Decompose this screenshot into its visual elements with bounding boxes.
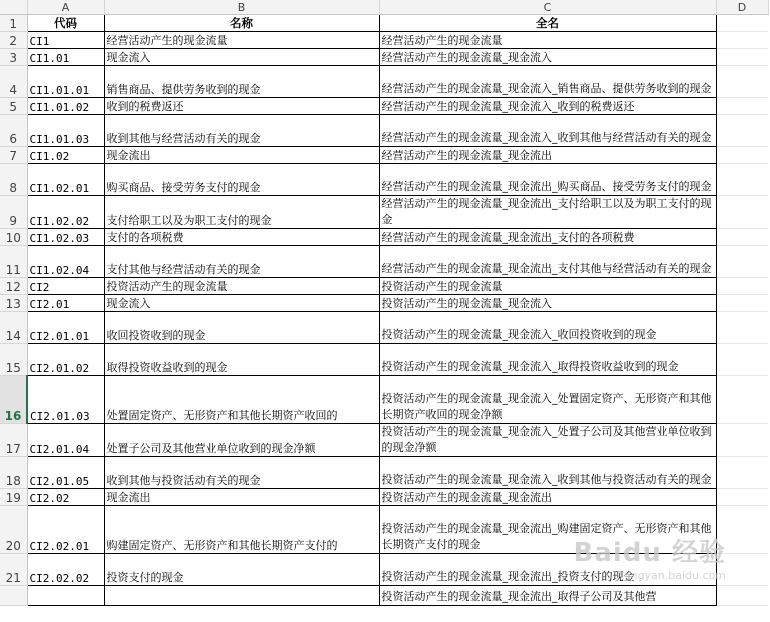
cell-code[interactable]: CI1.02.04 [27, 246, 104, 278]
cell-d[interactable] [716, 424, 768, 457]
cell-code[interactable]: CI1.02.01 [27, 164, 104, 196]
watermark-text: Baidu 经验 [573, 538, 726, 568]
cell-d[interactable] [716, 164, 768, 196]
cell-fullname[interactable]: 投资活动产生的现金流量_现金流入_处置固定资产、无形资产和其他长期资产收回的现金净额 [379, 376, 716, 424]
cell-d[interactable] [716, 15, 768, 32]
row-header[interactable]: 21 [0, 554, 27, 586]
cell-fullname[interactable]: 经营活动产生的现金流量_现金流入_销售商品、提供劳务收到的现金 [379, 66, 716, 98]
row-header[interactable]: 8 [0, 164, 27, 196]
cell-code[interactable]: CI2.02 [27, 489, 104, 506]
cell-d[interactable] [716, 49, 768, 66]
cell-fullname[interactable]: 投资活动产生的现金流量_现金流出_购建固定资产、无形资产和其他长期资产支付的现金 [379, 506, 716, 554]
cell-d[interactable] [716, 196, 768, 229]
cell-name[interactable]: 现金流出 [104, 147, 379, 164]
cell-code[interactable]: CI2.01.03 [27, 376, 104, 424]
cell-name[interactable]: 收到其他与投资活动有关的现金 [104, 457, 379, 489]
cell-name[interactable]: 现金流入 [104, 295, 379, 312]
cell-code[interactable]: CI1.01.02 [27, 98, 104, 115]
cell-code[interactable]: CI2.02.02 [27, 554, 104, 586]
table-row [0, 66, 768, 98]
row-header[interactable]: 7 [0, 147, 27, 164]
row-header[interactable]: 1 [0, 15, 27, 32]
column-header-d[interactable]: D [716, 0, 768, 15]
header-name[interactable]: 名称 [104, 15, 379, 32]
baidu-watermark-logo [574, 532, 726, 582]
table-row [0, 98, 768, 115]
cell-code[interactable]: CI2.01.05 [27, 457, 104, 489]
table-row [0, 344, 768, 376]
cell-fullname[interactable]: 经营活动产生的现金流量 [379, 32, 716, 49]
table-row [0, 115, 768, 147]
row-header[interactable]: 3 [0, 49, 27, 66]
cell-d[interactable] [716, 98, 768, 115]
cell-name[interactable]: 购建固定资产、无形资产和其他长期资产支付的 [104, 506, 379, 554]
cell-name[interactable]: 现金流出 [104, 489, 379, 506]
cell-code[interactable]: CI2.01.02 [27, 344, 104, 376]
cell-name[interactable] [104, 586, 379, 606]
cell-d[interactable] [716, 489, 768, 506]
cell-code[interactable]: CI2 [27, 278, 104, 295]
table-row [0, 246, 768, 278]
row-header[interactable]: 6 [0, 115, 27, 147]
cell-code[interactable]: CI1.02.03 [27, 229, 104, 246]
row-header[interactable]: 13 [0, 295, 27, 312]
cell-fullname[interactable]: 经营活动产生的现金流量_现金流入_收到的税费返还 [379, 98, 716, 115]
table-row [0, 164, 768, 196]
cell-name[interactable]: 销售商品、提供劳务收到的现金 [104, 66, 379, 98]
cell-code[interactable]: CI1.02.02 [27, 196, 104, 229]
row-header[interactable]: 18 [0, 457, 27, 489]
row-header[interactable]: 10 [0, 229, 27, 246]
row-header[interactable]: 17 [0, 424, 27, 457]
cell-name[interactable]: 投资支付的现金 [104, 554, 379, 586]
cell-d[interactable] [716, 246, 768, 278]
row-header[interactable]: 4 [0, 66, 27, 98]
cell-name[interactable]: 收回投资收到的现金 [104, 312, 379, 344]
table-row [0, 489, 768, 506]
cell-fullname[interactable]: 经营活动产生的现金流量_现金流入 [379, 49, 716, 66]
column-header-a[interactable]: A [27, 0, 104, 15]
cell-d[interactable] [716, 278, 768, 295]
cell-code[interactable]: CI2.02.01 [27, 506, 104, 554]
row-header[interactable]: 16 [0, 376, 27, 424]
row-header[interactable]: 19 [0, 489, 27, 506]
cell-name[interactable]: 支付的各项税费 [104, 229, 379, 246]
cell-name[interactable]: 现金流入 [104, 49, 379, 66]
table-row [0, 229, 768, 246]
cell-fullname[interactable]: 经营活动产生的现金流量_现金流出_支付的各项税费 [379, 229, 716, 246]
cell-fullname[interactable]: 经营活动产生的现金流量_现金流出_支付给职工以及为职工支付的现金 [379, 196, 716, 229]
cell-code[interactable]: CI2.01.04 [27, 424, 104, 457]
cell-d[interactable] [716, 147, 768, 164]
table-row [0, 147, 768, 164]
cell-d[interactable] [716, 376, 768, 424]
cell-fullname[interactable]: 投资活动产生的现金流量 [379, 278, 716, 295]
row-header[interactable]: 15 [0, 344, 27, 376]
cell-name[interactable]: 收到其他与经营活动有关的现金 [104, 115, 379, 147]
cell-fullname[interactable]: 投资活动产生的现金流量_现金流入_收到其他与投资活动有关的现金 [379, 457, 716, 489]
table-row [0, 49, 768, 66]
cell-fullname[interactable]: 投资活动产生的现金流量_现金流入_收回投资收到的现金 [379, 312, 716, 344]
cell-d[interactable] [716, 312, 768, 344]
cell-code[interactable]: CI1.02 [27, 147, 104, 164]
cell-d[interactable] [716, 66, 768, 98]
cell-name[interactable]: 处置子公司及其他营业单位收到的现金净额 [104, 424, 379, 457]
cell-code[interactable] [27, 586, 104, 606]
row-header[interactable]: 14 [0, 312, 27, 344]
row-header[interactable]: 5 [0, 98, 27, 115]
cell-d[interactable] [716, 295, 768, 312]
cell-name[interactable]: 经营活动产生的现金流量 [104, 32, 379, 49]
cell-code[interactable]: CI1.01 [27, 49, 104, 66]
header-code[interactable]: 代码 [27, 15, 104, 32]
select-all-corner[interactable] [0, 0, 27, 15]
header-row [0, 15, 768, 32]
cell-fullname[interactable]: 投资活动产生的现金流量_现金流出_取得子公司及其他营 [379, 586, 716, 606]
table-row [0, 457, 768, 489]
cell-fullname[interactable]: 经营活动产生的现金流量_现金流入_收到其他与经营活动有关的现金 [379, 115, 716, 147]
table-row [0, 376, 768, 424]
column-header-c[interactable]: C [379, 0, 716, 15]
cell-fullname[interactable]: 投资活动产生的现金流量_现金流出 [379, 489, 716, 506]
row-header[interactable]: 9 [0, 196, 27, 229]
cell-d[interactable] [716, 586, 768, 606]
cell-d[interactable] [716, 32, 768, 49]
table-row [0, 196, 768, 229]
cell-code[interactable]: CI1.01.01 [27, 66, 104, 98]
cell-fullname[interactable]: 投资活动产生的现金流量_现金流入_取得投资收益收到的现金 [379, 344, 716, 376]
cell-name[interactable]: 支付其他与经营活动有关的现金 [104, 246, 379, 278]
cell-fullname[interactable]: 投资活动产生的现金流量_现金流入_处置子公司及其他营业单位收到的现金净额 [379, 424, 716, 457]
row-header[interactable]: 2 [0, 32, 27, 49]
row-header[interactable]: 20 [0, 506, 27, 554]
cell-name[interactable]: 投资活动产生的现金流量 [104, 278, 379, 295]
cell-fullname[interactable]: 投资活动产生的现金流量_现金流入 [379, 295, 716, 312]
cell-name[interactable]: 取得投资收益收到的现金 [104, 344, 379, 376]
row-header[interactable] [0, 586, 27, 606]
table-row [0, 278, 768, 295]
column-header-b[interactable]: B [104, 0, 379, 15]
cell-name[interactable]: 收到的税费返还 [104, 98, 379, 115]
cell-name[interactable]: 支付给职工以及为职工支付的现金 [104, 196, 379, 229]
cell-d[interactable] [716, 115, 768, 147]
cell-fullname[interactable]: 经营活动产生的现金流量_现金流出 [379, 147, 716, 164]
cell-code[interactable]: CI1 [27, 32, 104, 49]
cell-d[interactable] [716, 457, 768, 489]
cell-fullname[interactable]: 经营活动产生的现金流量_现金流出_支付其他与经营活动有关的现金 [379, 246, 716, 278]
row-header[interactable]: 11 [0, 246, 27, 278]
cell-d[interactable] [716, 344, 768, 376]
cell-code[interactable]: CI2.01 [27, 295, 104, 312]
table-row [0, 586, 768, 606]
cell-d[interactable] [716, 229, 768, 246]
table-row [0, 295, 768, 312]
cell-code[interactable]: CI1.01.03 [27, 115, 104, 147]
table-row [0, 32, 768, 49]
table-row [0, 424, 768, 457]
row-header[interactable]: 12 [0, 278, 27, 295]
cell-fullname[interactable]: 经营活动产生的现金流量_现金流出_购买商品、接受劳务支付的现金 [379, 164, 716, 196]
cell-code[interactable]: CI2.01.01 [27, 312, 104, 344]
cell-name[interactable]: 购买商品、接受劳务支付的现金 [104, 164, 379, 196]
watermark-sub: jingyan.baidu.com [624, 569, 726, 582]
header-fullname[interactable]: 全名 [379, 15, 716, 32]
cell-fullname[interactable]: 投资活动产生的现金流量_现金流出_投资支付的现金 [379, 554, 716, 586]
cell-name[interactable]: 处置固定资产、无形资产和其他长期资产收回的 [104, 376, 379, 424]
table-row [0, 312, 768, 344]
